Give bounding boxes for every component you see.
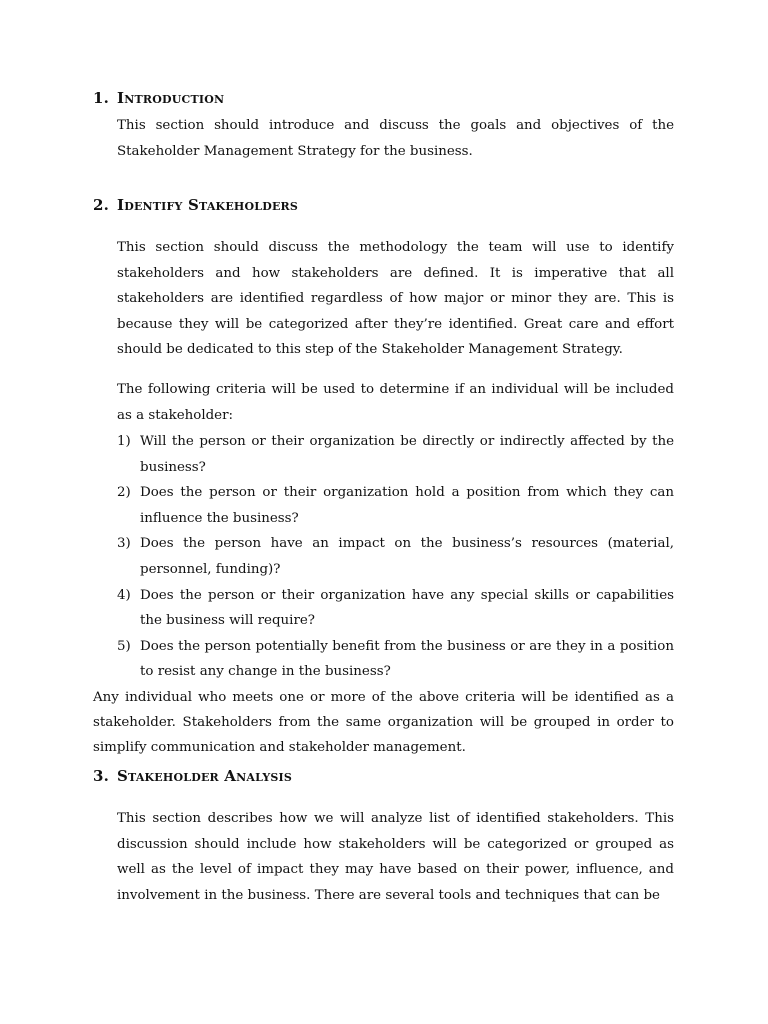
list-item [117,429,674,480]
criteria-intro-paragraph: The following criteria will be used to determine if an individual will be included as a stakeholder: [117,382,674,423]
criteria-list [117,429,674,685]
methodology-paragraph: This section should discuss the methodology the team will use to identify stakeholders and how stakeholders are defined. It is imperative that all stakeholders are identified regardless of how major or minor they are. This is because they will be categorized after they’re identified. Great care and effort should be dedicated to this step of the Stakeholder Management Strategy. [117,240,674,358]
list-item-text: Does the person or their organization hold a position from which they can influence the business? [140,485,674,526]
section-title: Stakeholder Analysis [117,767,293,785]
list-item-text: Will the person or their organization be directly or indirectly affected by the business? [140,434,674,475]
list-item [117,531,674,582]
list-item-text: Does the person potentially benefit from the business or are they in a position to resist any change in the business? [140,638,674,680]
list-marker: 3) [117,536,131,552]
list-item [117,583,674,634]
list-item [117,634,674,685]
section-heading-introduction [93,89,224,107]
analysis-paragraph: This section describes how we will analyze list of identified stakeholders. This discussion should include how stakeholders will be categorized or grouped as well as the level of impact they may have based on their power, influence, and involvement in the business. There are several tools and techniques that can be [117,811,674,903]
list-item-text: Does the person have an impact on the business’s resources (material, personnel, funding)? [140,536,674,577]
section-title: Introduction [117,89,225,107]
section-title: Identify Stakeholders [117,196,299,214]
closing-paragraph: Any individual who meets one or more of the above criteria will be identified as a stakeholder. Stakeholders from the same organization will be grouped in order to simplify communication and stakeholder management. [93,690,674,755]
section-heading-stakeholder-analysis [93,767,292,785]
section-number: 2. [93,196,110,214]
list-item [117,480,674,531]
list-marker: 5) [117,638,131,654]
list-marker: 1) [117,434,131,449]
list-marker: 2) [117,485,131,501]
section-heading-identify-stakeholders [93,196,298,214]
introduction-paragraph: This section should introduce and discuss the goals and objectives of the Stakeholder Management Strategy for the business. [117,118,674,159]
section-number: 3. [93,767,110,785]
section-number: 1. [93,89,110,107]
list-item-text: Does the person or their organization have any special skills or capabilities the business will require? [140,587,674,629]
list-marker: 4) [117,587,131,603]
